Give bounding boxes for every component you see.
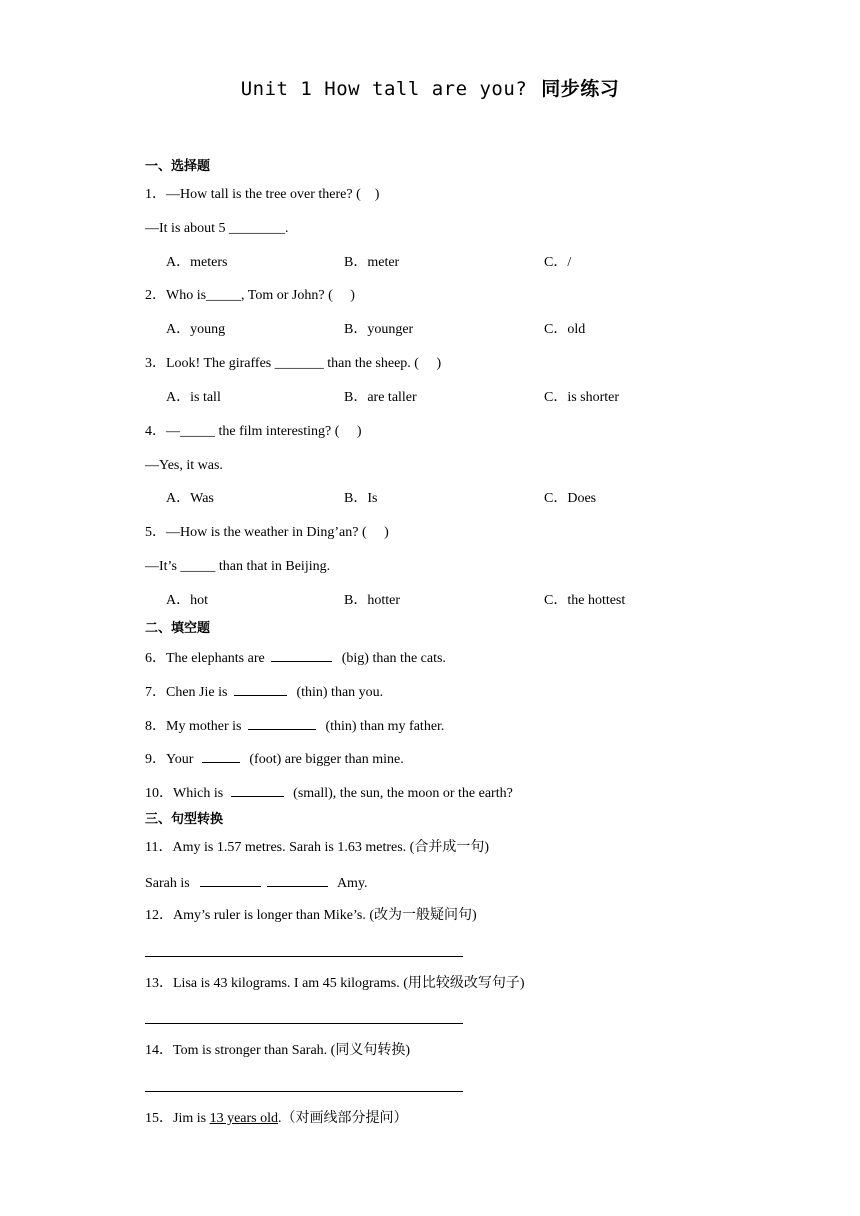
question-3-stem: 3．Look! The giraffes _______ than the sheep. ( ) bbox=[145, 356, 442, 371]
question-4-option-a[interactable]: A．Was bbox=[166, 491, 214, 506]
question-10-blank[interactable] bbox=[231, 782, 284, 797]
question-13-stem: 13．Lisa is 43 kilograms. I am 45 kilograms. (用比较级改写句子) bbox=[145, 976, 525, 991]
question-14-stem: 14．Tom is stronger than Sarah. (同义句转换) bbox=[145, 1043, 410, 1058]
question-5-option-c[interactable]: C．the hottest bbox=[544, 593, 626, 608]
question-7-blank[interactable] bbox=[234, 681, 287, 696]
question-6-hint: (big) than the cats. bbox=[338, 651, 446, 666]
question-5-stem: 5．—How is the weather in Ding’an? ( ) bbox=[145, 525, 389, 540]
question-13-answer-line[interactable] bbox=[145, 1023, 463, 1024]
question-2-option-a[interactable]: A．young bbox=[166, 322, 226, 337]
question-11-blank-2[interactable] bbox=[267, 872, 328, 887]
title-chinese: 同步练习 bbox=[541, 78, 620, 100]
question-1-option-a[interactable]: A．meters bbox=[166, 255, 228, 270]
question-15-text: 15．Jim is bbox=[145, 1111, 210, 1126]
section-heading-choice: 一、选择题 bbox=[145, 159, 211, 174]
question-5-option-b[interactable]: B．hotter bbox=[344, 593, 400, 608]
question-8-hint: (thin) than my father. bbox=[321, 719, 445, 734]
question-7-text: 7．Chen Jie is bbox=[145, 685, 231, 700]
question-3-option-c[interactable]: C．is shorter bbox=[544, 390, 620, 405]
question-12-stem: 12．Amy’s ruler is longer than Mike’s. (改为一般疑问句) bbox=[145, 908, 477, 923]
question-4-stem: 4．—_____ the film interesting? ( ) bbox=[145, 424, 362, 439]
question-11-end: Amy. bbox=[334, 876, 368, 891]
question-5-line2: —It’s _____ than that in Beijing. bbox=[145, 559, 331, 574]
question-5-option-a[interactable]: A．hot bbox=[166, 593, 208, 608]
question-1-option-c[interactable]: C．/ bbox=[544, 255, 572, 270]
question-1-line2: —It is about 5 ________. bbox=[145, 221, 289, 236]
question-6 bbox=[145, 647, 446, 669]
question-10-text: 10．Which is bbox=[145, 786, 227, 801]
title-english: Unit 1 How tall are you? bbox=[240, 78, 528, 100]
section-heading-fill: 二、填空题 bbox=[145, 621, 211, 636]
question-10 bbox=[145, 782, 513, 804]
question-15-instruction: .（对画线部分提问） bbox=[278, 1111, 408, 1126]
question-8-blank[interactable] bbox=[248, 715, 316, 730]
question-9-blank[interactable] bbox=[202, 748, 240, 763]
question-7 bbox=[145, 681, 383, 703]
question-7-hint: (thin) than you. bbox=[292, 685, 384, 700]
question-12-answer-line[interactable] bbox=[145, 956, 463, 957]
page-title bbox=[0, 74, 860, 101]
question-8 bbox=[145, 715, 444, 737]
question-11-blank-1[interactable] bbox=[200, 872, 261, 887]
question-2-stem: 2．Who is_____, Tom or John? ( ) bbox=[145, 288, 355, 303]
question-15-stem bbox=[145, 1109, 408, 1129]
question-10-hint: (small), the sun, the moon or the earth? bbox=[289, 786, 513, 801]
section-heading-transform: 三、句型转换 bbox=[145, 812, 224, 827]
question-14-answer-line[interactable] bbox=[145, 1091, 463, 1092]
question-9-text: 9．Your bbox=[145, 752, 197, 767]
question-1-stem: 1．—How tall is the tree over there? ( ) bbox=[145, 187, 380, 202]
question-8-text: 8．My mother is bbox=[145, 719, 245, 734]
question-15-underlined: 13 years old bbox=[209, 1111, 279, 1126]
question-2-option-c[interactable]: C．old bbox=[544, 322, 586, 337]
question-11-text: Sarah is bbox=[145, 876, 194, 891]
question-2-option-b[interactable]: B．younger bbox=[344, 322, 414, 337]
question-1-option-b[interactable]: B．meter bbox=[344, 255, 400, 270]
question-9-hint: (foot) are bigger than mine. bbox=[245, 752, 404, 767]
question-11-stem: 11．Amy is 1.57 metres. Sarah is 1.63 metres. (合并成一句) bbox=[145, 840, 489, 855]
question-11-answer bbox=[145, 872, 368, 894]
question-6-text: 6．The elephants are bbox=[145, 651, 269, 666]
question-6-blank[interactable] bbox=[271, 647, 332, 662]
question-3-option-a[interactable]: A．is tall bbox=[166, 390, 221, 405]
question-9 bbox=[145, 748, 404, 770]
question-4-option-b[interactable]: B．Is bbox=[344, 491, 378, 506]
question-4-line2: —Yes, it was. bbox=[145, 458, 223, 473]
question-3-option-b[interactable]: B．are taller bbox=[344, 390, 417, 405]
question-4-option-c[interactable]: C．Does bbox=[544, 491, 597, 506]
